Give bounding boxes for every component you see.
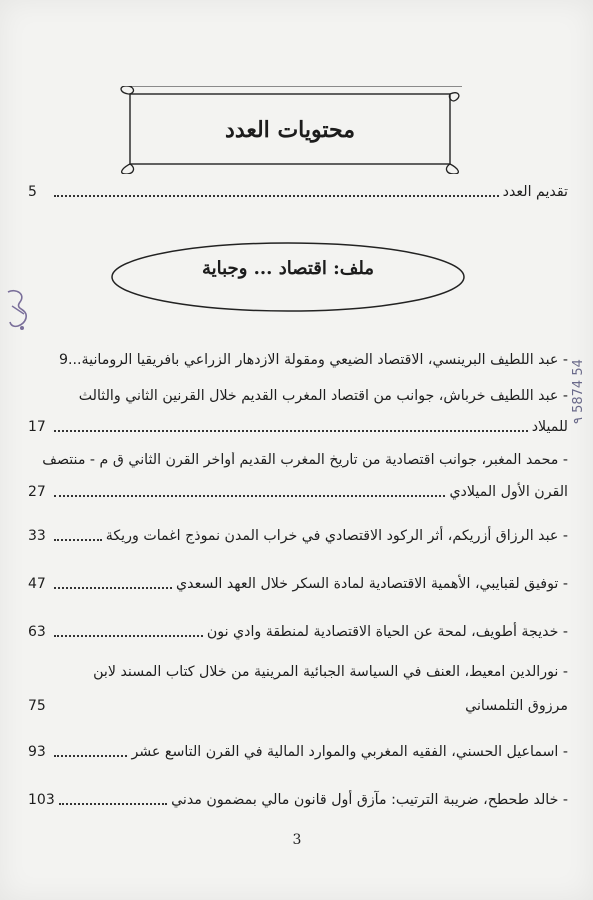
entry-page: 93 — [28, 744, 46, 760]
entry-text: - اسماعيل الحسني، الفقيه المغربي والموارد المالية في القرن التاسع عشر — [131, 744, 568, 760]
entry-text: - محمد المغبر، جوانب اقتصادية من تاريخ المغرب القديم أواخر القرن الثاني ق م - منتصف — [42, 452, 568, 468]
dot-leader — [54, 753, 127, 757]
section-ellipse — [108, 240, 468, 314]
entry-text: - عبد اللطيف خرباش، جوانب من اقتصاد المغرب القديم خلال القرنين الثاني والثالث — [78, 388, 568, 404]
page-number: 3 — [292, 832, 302, 848]
entry-page: 17 — [28, 419, 46, 435]
entry-text: - عبد الرزاق أزريكم، أثر الركود الاقتصادي في خراب المدن نموذج اغمات وريكة — [105, 528, 568, 544]
section-title: ملف: اقتصاد ... وجباية — [201, 258, 375, 279]
entry-page: 103 — [28, 792, 55, 808]
toc-entry — [28, 620, 568, 644]
dot-leader — [54, 493, 445, 497]
intro-text: تقديم العدد — [502, 184, 568, 200]
entry-page: 63 — [28, 624, 46, 640]
toc-entry — [28, 788, 568, 812]
intro-page: 5 — [28, 184, 37, 200]
entry-text: - توفيق لقبايبي، الأهمية الاقتصادية لمادة السكر خلال العهد السعدي — [176, 576, 568, 592]
margin-code: ٩ 5874 54 — [571, 359, 586, 424]
toc-entry-cont — [28, 415, 568, 439]
dot-leader — [54, 585, 172, 589]
toc-entry — [28, 352, 568, 368]
toc-entry — [28, 524, 568, 548]
page-title: محتويات العدد — [225, 117, 355, 143]
dot-leader — [59, 801, 167, 805]
dot-leader — [54, 428, 528, 432]
entry-text: - عبد اللطيف البرينسي، الاقتصاد الضيعي ومقولة الازدهار الزراعي بافريقيا الرومانية...9 — [59, 352, 568, 368]
entry-text: للميلاد — [531, 419, 568, 435]
entry-text: - خالد طحطح، ضريبة الترتيب: مآزق أول قانون مالي بمضمون مدني — [171, 792, 568, 808]
dot-leader — [54, 193, 499, 197]
handwritten-stamp — [2, 286, 36, 336]
toc-intro — [28, 180, 568, 204]
toc-entry-cont — [28, 480, 568, 504]
entry-text: - نورالدين امعيط، العنف في السياسة الجبائية المرينية من خلال كتاب المسند لابن — [93, 664, 568, 680]
entry-text: - خديجة أطويف، لمحة عن الحياة الاقتصادية لمنطقة وادي نون — [206, 624, 568, 640]
entry-text: مرزوق التلمساني — [465, 698, 568, 714]
toc-entry-page-row — [28, 694, 368, 718]
dot-leader — [54, 537, 102, 541]
toc-entry — [28, 452, 568, 468]
toc-entry — [28, 388, 568, 404]
title-banner — [112, 86, 468, 174]
toc-entry — [28, 740, 568, 764]
entry-page: 33 — [28, 528, 46, 544]
entry-page: 27 — [28, 484, 46, 500]
entry-page: 75 — [28, 698, 46, 714]
dot-leader — [54, 633, 203, 637]
entry-page: 47 — [28, 576, 46, 592]
toc-entry — [28, 572, 568, 596]
toc-entry — [28, 664, 568, 680]
entry-text: القرن الأول الميلادي — [449, 484, 568, 500]
